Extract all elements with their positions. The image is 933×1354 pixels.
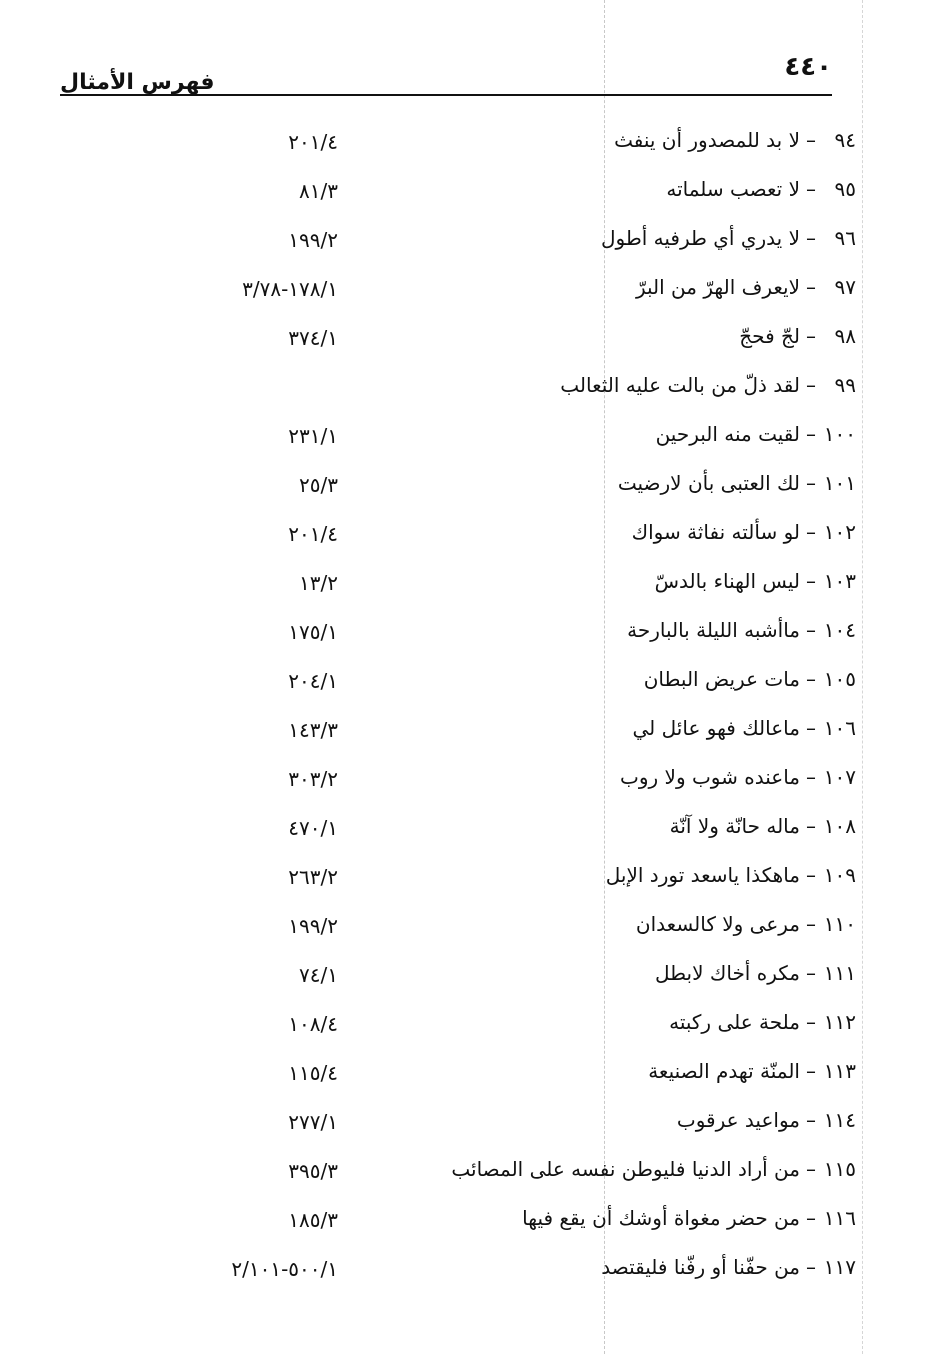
entry-proverb: مواعيد عرقوب [676, 1108, 800, 1132]
index-entry [0, 412, 933, 461]
header-title: فهرس الأمثال [60, 70, 215, 95]
entry-dash: – [806, 1059, 816, 1083]
entry-line [666, 177, 856, 201]
entry-line [677, 1108, 856, 1132]
entry-reference: ٢٠١/٤ [288, 522, 338, 546]
entry-number: ١١١ [823, 961, 856, 985]
index-entry [0, 853, 933, 902]
index-entry [0, 167, 933, 216]
entry-dash: – [806, 716, 816, 740]
entry-reference: ٣٩٥/٣ [288, 1159, 338, 1183]
index-entry [0, 510, 933, 559]
entry-number: ١١٦ [823, 1206, 856, 1230]
entry-line [632, 520, 856, 544]
entry-dash: – [806, 667, 816, 691]
entry-line [644, 667, 856, 691]
entry-number: ٩٩ [834, 373, 856, 397]
entry-number: ١٠٥ [823, 667, 856, 691]
entry-proverb: ماعالك فهو عائل لي [632, 716, 800, 740]
entry-line [636, 912, 856, 936]
entry-proverb: من حضر مغواة أوشك أن يقع فيها [522, 1206, 800, 1230]
index-entry [0, 608, 933, 657]
entry-number: ١١٧ [823, 1255, 856, 1279]
index-entry [0, 902, 933, 951]
entry-line [560, 373, 856, 397]
entry-dash: – [806, 422, 816, 446]
entry-number: ٩٤ [834, 128, 856, 152]
entry-reference: ٢٣١/١ [288, 424, 338, 448]
entry-reference: ٤٧٠/١ [288, 816, 338, 840]
entry-number: ١٠٦ [823, 716, 856, 740]
entry-line [655, 569, 856, 593]
entry-proverb: مكره أخاك لابطل [654, 961, 800, 985]
index-entry [0, 363, 933, 412]
entry-reference: ١٣/٢ [299, 571, 338, 595]
entry-proverb: من حفّنا أو رفّنا فليقتصد [601, 1255, 800, 1279]
entry-dash: – [806, 128, 816, 152]
entry-number: ١٠٢ [823, 520, 856, 544]
index-entry [0, 118, 933, 167]
entry-number: ٩٧ [834, 275, 856, 299]
entry-proverb: لك العتبى بأن لارضيت [617, 471, 800, 495]
entry-number: ١٠٩ [823, 863, 856, 887]
index-entry [0, 314, 933, 363]
entry-line [655, 961, 856, 985]
entry-dash: – [806, 814, 816, 838]
entry-dash: – [806, 863, 816, 887]
entry-line [614, 128, 856, 152]
entry-dash: – [806, 912, 816, 936]
entry-reference: ٢٦٣/٢ [288, 865, 338, 889]
index-entry [0, 657, 933, 706]
entry-dash: – [806, 1157, 816, 1181]
entry-dash: – [806, 226, 816, 250]
index-entry [0, 1000, 933, 1049]
entry-reference: ١١٥/٤ [288, 1061, 338, 1085]
index-entry [0, 951, 933, 1000]
entry-dash: – [806, 569, 816, 593]
entry-reference: ٨١/٣ [299, 179, 338, 203]
index-entry [0, 1049, 933, 1098]
index-entry [0, 1196, 933, 1245]
entry-line [627, 618, 856, 642]
entry-line [601, 226, 856, 250]
entry-line [522, 1206, 856, 1230]
index-entry [0, 461, 933, 510]
entry-line [669, 1010, 856, 1034]
entry-number: ١١٣ [823, 1059, 856, 1083]
entry-line [618, 471, 856, 495]
entry-line [648, 1059, 856, 1083]
entry-proverb: لجّ فحجّ [739, 324, 800, 348]
entry-number: ١٠٠ [823, 422, 856, 446]
entry-proverb: لو سألته نفاثة سواك [631, 520, 800, 544]
entry-number: ١١٥ [823, 1157, 856, 1181]
entry-proverb: مرعى ولا كالسعدان [635, 912, 800, 936]
index-entry [0, 265, 933, 314]
entry-reference: ٢٥/٣ [299, 473, 338, 497]
entry-line [606, 863, 856, 887]
entry-proverb: ماأشبه الليلة بالبارحة [627, 618, 800, 642]
entry-reference: ٢٠٤/١ [288, 669, 338, 693]
page-header [60, 50, 832, 96]
entry-proverb: ملحة على ركبته [669, 1010, 800, 1034]
entry-reference: ٣٠٣/٢ [288, 767, 338, 791]
entry-line [601, 1255, 856, 1279]
entry-dash: – [806, 275, 816, 299]
entry-dash: – [806, 324, 816, 348]
entry-proverb: من أراد الدنيا فليوطن نفسه على المصائب [451, 1157, 800, 1181]
entry-line [451, 1157, 856, 1181]
index-entry [0, 559, 933, 608]
entry-proverb: لا يدري أي طرفيه أطول [600, 226, 800, 250]
entry-proverb: المنّة تهدم الصنيعة [648, 1059, 800, 1083]
entry-reference: ١٨٥/٣ [288, 1208, 338, 1232]
entry-reference: ١٩٩/٢ [288, 914, 338, 938]
entry-reference: ٣٧٤/١ [288, 326, 338, 350]
entry-number: ١٠٧ [823, 765, 856, 789]
entry-number: ١٠٣ [823, 569, 856, 593]
index-entry [0, 804, 933, 853]
entry-reference: ١٤٣/٣ [288, 718, 338, 742]
entry-reference: ١٧٥/١ [288, 620, 338, 644]
entry-dash: – [806, 471, 816, 495]
entry-proverb: لايعرف الهرّ من البرّ [635, 275, 800, 299]
entry-dash: – [806, 1255, 816, 1279]
entry-proverb: مات عريض البطان [643, 667, 800, 691]
entry-number: ٩٥ [834, 177, 856, 201]
entry-dash: – [806, 177, 816, 201]
entry-reference: ١٧٨/١-٣/٧٨ [242, 277, 338, 301]
entry-dash: – [806, 373, 816, 397]
entry-dash: – [806, 961, 816, 985]
entry-proverb: ماله حانّة ولا آنّة [669, 814, 800, 838]
entry-reference: ٧٤/١ [299, 963, 338, 987]
entry-number: ١٠٤ [823, 618, 856, 642]
index-entry [0, 755, 933, 804]
entry-proverb: ماهكذا ياسعد تورد الإبل [605, 863, 800, 887]
entry-number: ٩٨ [834, 324, 856, 348]
entry-proverb: لقد ذلّ من بالت عليه الثعالب [560, 373, 800, 397]
index-entry [0, 1245, 933, 1294]
proverbs-index-list [0, 118, 933, 1294]
entry-dash: – [806, 618, 816, 642]
entry-number: ١١٢ [823, 1010, 856, 1034]
entry-number: ١٠٨ [823, 814, 856, 838]
entry-line [636, 275, 856, 299]
entry-line [620, 765, 856, 789]
entry-line [739, 324, 856, 348]
entry-line [656, 422, 856, 446]
entry-proverb: ماعنده شوب ولا روب [620, 765, 800, 789]
entry-line [633, 716, 856, 740]
entry-dash: – [806, 1108, 816, 1132]
entry-proverb: ليس الهناء بالدسّ [654, 569, 800, 593]
entry-line [670, 814, 856, 838]
entry-number: ١٠١ [823, 471, 856, 495]
index-entry [0, 706, 933, 755]
entry-dash: – [806, 520, 816, 544]
entry-number: ٩٦ [834, 226, 856, 250]
entry-number: ١١٠ [823, 912, 856, 936]
entry-dash: – [806, 1010, 816, 1034]
entry-dash: – [806, 1206, 816, 1230]
entry-proverb: لا بد للمصدور أن ينفث [614, 128, 800, 152]
entry-reference: ٢٧٧/١ [288, 1110, 338, 1134]
header-rule [60, 94, 832, 96]
index-entry [0, 216, 933, 265]
entry-reference: ١٠٨/٤ [288, 1012, 338, 1036]
entry-dash: – [806, 765, 816, 789]
entry-proverb: لقيت منه البرحين [655, 422, 800, 446]
entry-proverb: لا تعصب سلماته [666, 177, 800, 201]
entry-reference: ٥٠٠/١-٢/١٠١ [231, 1257, 338, 1281]
entry-reference: ٢٠١/٤ [288, 130, 338, 154]
entry-reference: ١٩٩/٢ [288, 228, 338, 252]
index-entry [0, 1098, 933, 1147]
page-number: ٤٤٠ [784, 52, 832, 82]
index-entry [0, 1147, 933, 1196]
entry-number: ١١٤ [823, 1108, 856, 1132]
